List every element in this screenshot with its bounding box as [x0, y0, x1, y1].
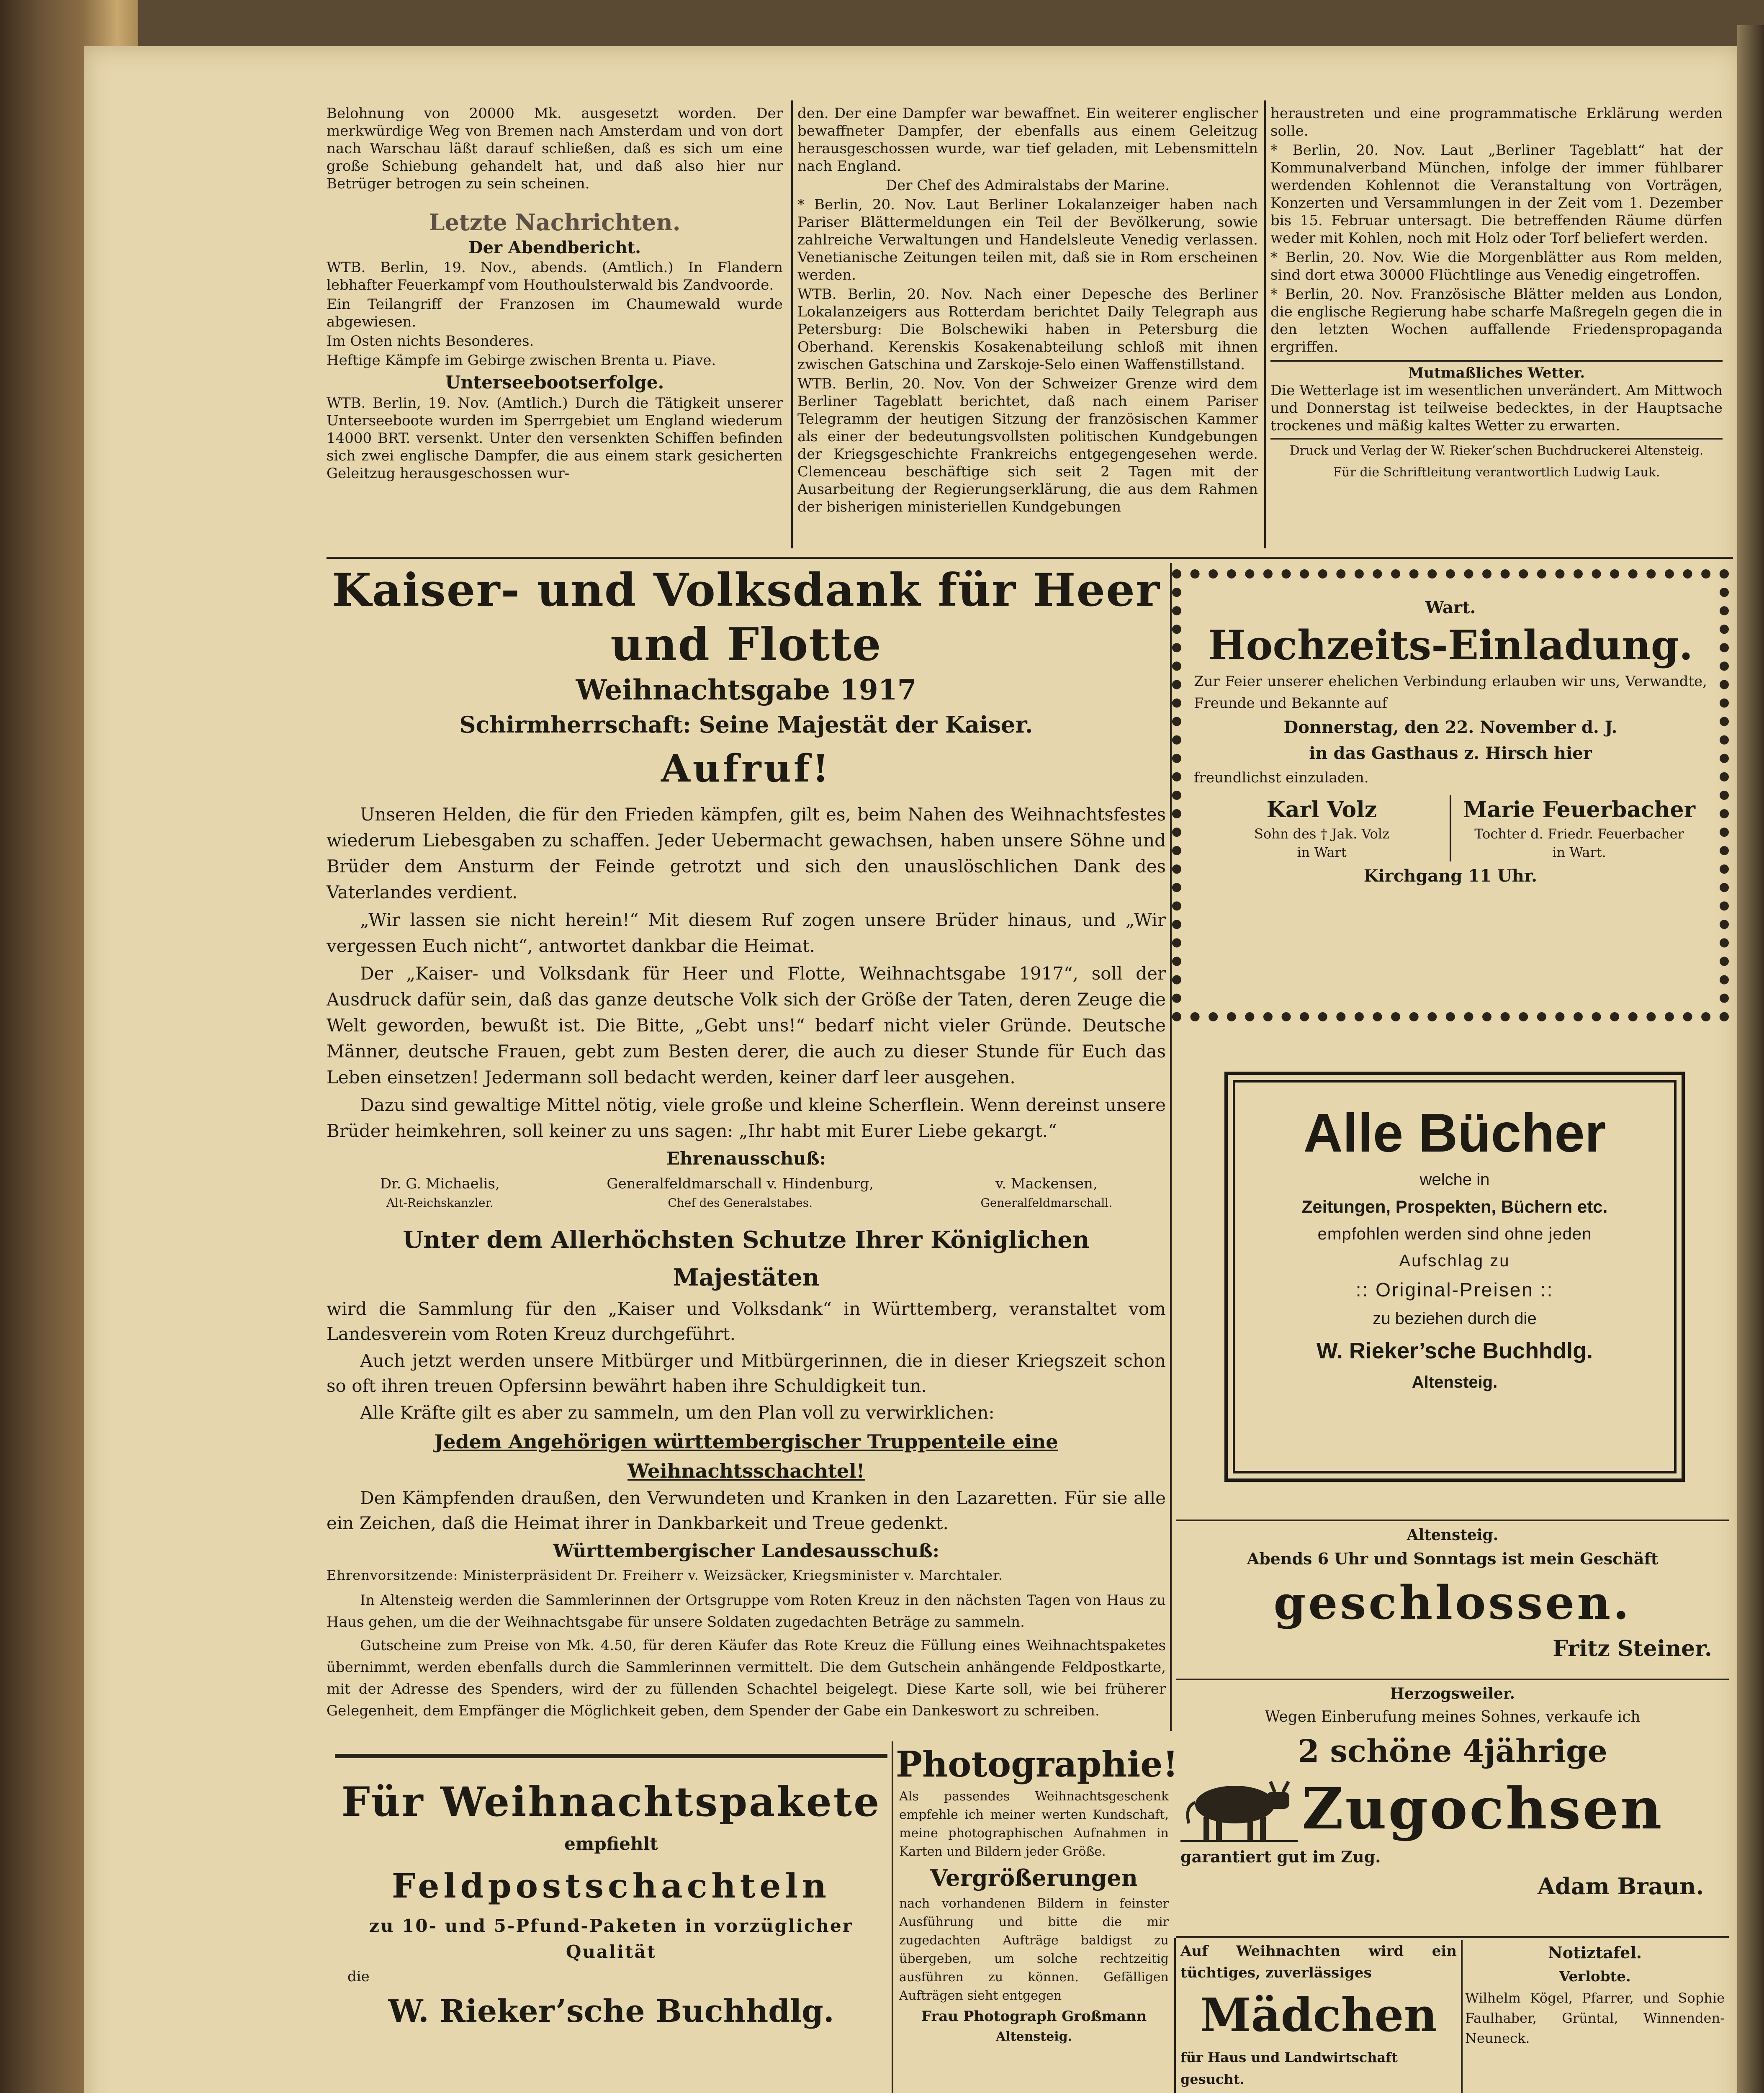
member-role: Alt-Reichskanzler.	[386, 1196, 494, 1210]
oxen-sign: Adam Braun.	[1538, 1873, 1704, 1900]
section-rule	[327, 557, 1733, 559]
photo-sign: Frau Photograph Großmann	[921, 2008, 1147, 2025]
news-paragraph: WTB. Berlin, 20. Nov. Von der Schweizer Grenze wird dem Berliner Tageblatt berichtet, daß nach einem Pariser Telegramm der heutigen Sitzung der französischen Kammer als einer der bedeutungsvollsten politischen Kundgebungen der Kriegsgeschichte Frankreichs entgegengesehen werde. Clemenceau beschäftige sich seit 2 Tagen mit der Ausarbeitung der Regierungserklärung, die aus dem Rahmen der bisherigen ministeriellen Kundgebungen	[797, 375, 1258, 515]
bride-town: in Wart.	[1552, 844, 1606, 860]
section-rule	[1176, 1679, 1729, 1680]
column-rule	[1461, 1940, 1463, 2093]
books-title: Alle Bücher	[1303, 1102, 1606, 1163]
committee-chair: Ehrenvorsitzende: Ministerpräsident Dr. Freiherr v. Weizsäcker, Kriegsminister v. Marchtaler.	[327, 1567, 1003, 1583]
column-1-top	[327, 105, 783, 484]
notice-board	[1465, 1940, 1725, 2093]
wedding-text: Zur Feier unserer ehelichen Verbindung erlauben wir uns, Verwandte, Freunde und Bekannte auf	[1194, 673, 1707, 712]
closed-text: Abends 6 Uhr und Sonntags ist mein Geschäft	[1247, 1549, 1659, 1568]
news-paragraph: WTB. Berlin, 20. Nov. Nach einer Depesche des Berliner Lokalanzeigers aus Rotterdam berichtet Daily Telegraph aus Petersburg: Die Bolschewiki haben in Petersburg die Oberhand. Kerenskis Kosakenabteilung schloß mit ihnen zwischen Gatschina und Zarskoje-Selo einen Waffenstillstand.	[797, 286, 1258, 373]
feldpost-title: Für Weihnachtspakete	[341, 1778, 881, 1826]
ad-paragraph: Der „Kaiser- und Volksdank für Heer und Flotte, Weihnachtsgabe 1917“, soll der Ausdruck dafür sein, daß das ganze deutsche Volk sich der Größe der Taten, deren Zeuge die Welt geworden, bewußt ist. Die Bitte, „Gebt uns!“ bedarf nicht vieler Gründe. Deutsche Männer, deutsche Frauen, gebt zum Besten derer, die auch zu dieser Stunde für Euch das Leben einsetzen! Jedermann soll bedacht werden, keiner darf leer ausgehen.	[327, 963, 1166, 1088]
column-rule	[1170, 563, 1172, 1731]
notice-text: Wilhelm Kögel, Pfarrer, und Sophie Faulhaber, Grüntal, Winnenden-Neuneck.	[1465, 1990, 1725, 2046]
oxen-text: Wegen Einberufung meines Sohnes, verkaufe ich	[1265, 1708, 1641, 1725]
column-rule	[791, 100, 793, 548]
oxen-line: 2 schöne 4jährige	[1298, 1733, 1607, 1769]
oxen-big: Zugochsen	[1302, 1775, 1664, 1842]
news-subheading: Der Abendbericht.	[468, 238, 641, 257]
news-paragraph: * Berlin, 20. Nov. Französische Blätter melden aus London, die englische Regierung habe scharfe Maßregeln gegen die in den letzten Wochen auffallende Friedenspropaganda ergriffen.	[1270, 286, 1723, 355]
feldpost-shop: W. Rieker’sche Buchhdlg.	[388, 1993, 834, 2029]
news-paragraph: heraustreten und eine programmatische Erklärung werden solle.	[1270, 105, 1723, 139]
books-shop: W. Rieker’sche Buchhdlg.	[1316, 1338, 1593, 1363]
photo-text: Als passendes Weihnachtsgeschenk empfehle ich meiner werten Kundschaft, meine photographischen Aufnahmen in Karten und Bildern jeder Größe.	[899, 1789, 1169, 1859]
books-line: Aufschlag zu	[1399, 1252, 1510, 1270]
ad-paragraph: Dazu sind gewaltige Mittel nötig, viele große und kleine Scherflein. Wenn dereinst unsere Brüder heimkehren, soll keiner zu uns sagen: „Ihr habt mit Eurer Liebe gekargt.“	[327, 1095, 1166, 1141]
closed-notice	[1176, 1524, 1729, 1679]
wedding-title: Hochzeits-Einladung.	[1208, 622, 1693, 669]
imprint-editor: Für die Schriftleitung verantwortlich Ludwig Lauk.	[1333, 465, 1660, 480]
ad-paragraph: Den Kämpfenden draußen, den Verwundeten und Kranken in den Lazaretten. Für sie alle ein Zeichen, daß die Heimat ihrer in Dankbarkeit und Treue gedenkt.	[327, 1488, 1166, 1533]
news-paragraph: * Berlin, 20. Nov. Laut „Berliner Tageblatt“ hat der Kommunalverband München, infolge der immer fühlbarer werdenden Kohlennot die Veranstaltung von Vorträgen, Konzerten und Versammlungen in der Zeit vom 1. Dezember bis 15. Februar untersagt. Die betreffenden Räume dürfen weder mit Kohlen, noch mit Holz oder Torf beliefert werden.	[1270, 142, 1723, 247]
books-town: Altensteig.	[1412, 1373, 1498, 1391]
news-paragraph: WTB. Berlin, 19. Nov., abends. (Amtlich.) In Flandern lebhafter Feuerkampf vom Houthoulsterwald bis Zandvoorde.	[327, 259, 783, 293]
column-rule	[1174, 1938, 1176, 2093]
books-line: :: Original-Preisen ::	[1355, 1279, 1554, 1301]
ad-paragraph: Unseren Helden, die für den Frieden kämpfen, gilt es, beim Nahen des Weihnachtsfestes wiederum Liebesgaben zu schaffen. Jeder Uebermacht gewachsen, haben unsere Söhne und Brüder dem Ansturm der Feinde getrotzt und sich den unauslöschlichen Dank des Vaterlandes verdient.	[327, 804, 1166, 903]
books-line: empfohlen werden sind ohne jeden	[1317, 1225, 1592, 1243]
section-rule	[1176, 1520, 1729, 1521]
column-2-top	[797, 105, 1258, 517]
imprint-publisher: Druck und Verlag der W. Rieker’schen Buchdruckerei Altensteig.	[1289, 443, 1704, 458]
news-heading: Unterseebootserfolge.	[445, 372, 664, 393]
page-edge-shadow	[1737, 25, 1764, 2093]
news-paragraph: Ein Teilangriff der Franzosen im Chaumewald wurde abgewiesen.	[327, 296, 783, 330]
photo-heading: Vergrößerungen	[930, 1864, 1138, 1891]
ox-icon	[1176, 1773, 1302, 1844]
books-ad	[1224, 1072, 1685, 1482]
news-paragraph: Im Osten nichts Besonderes.	[327, 333, 534, 350]
news-paragraph: * Berlin, 20. Nov. Laut Berliner Lokalanzeiger haben nach Pariser Blättermeldungen ein Teil der Bevölkerung, sowie zahlreiche Verwaltungen und Handelsleute Venedig verlassen. Venetianische Zeitungen teilen mit, daß sie in Rom erscheinen werden.	[797, 196, 1258, 283]
groom-name: Karl Volz	[1266, 797, 1377, 823]
maid-text: Auf Weihnachten wird ein tüchtiges, zuverlässiges	[1180, 1943, 1457, 1981]
books-line: welche in	[1419, 1170, 1490, 1189]
section-rule	[335, 1754, 887, 1758]
ad-paragraph: Auch jetzt werden unsere Mitbürger und Mitbürgerinnen, die in dieser Kriegszeit schon so oft ihren treuen Opfersinn bewährt haben ihre Schuldigkeit tun.	[327, 1350, 1166, 1396]
member-name: Dr. G. Michaelis,	[380, 1175, 500, 1192]
notice-sub: Verlobte.	[1559, 1968, 1631, 1985]
wedding-venue: in das Gasthaus z. Hirsch hier	[1309, 743, 1592, 763]
feldpost-sizes: zu 10- und 5-Pfund-Paketen in vorzüglicher Qualität	[369, 1916, 853, 1962]
feldpost-big: Feldpostschachteln	[392, 1866, 831, 1905]
reward-text: Belohnung von 20000 Mk. ausgesetzt worden. Der merkwürdige Weg von Bremen nach Amsterdam und von dort nach Warschau läßt darauf schließen, daß es sich um eine große Schiebung gehandelt hat, und daß also hier nur Betrüger betrogen zu sein scheinen.	[327, 105, 783, 192]
photo-title: Photographie!	[896, 1743, 1178, 1785]
notice-title: Notiztafel.	[1548, 1943, 1642, 1962]
photo-text: nach vorhandenen Bildern in feinster Ausführung und bitte die mir zugedachten Aufträge baldigst zu übergeben, um solche rechtzeitig ausführen zu können. Gefälligen Aufträgen sieht entgegen	[899, 1896, 1169, 2003]
member-role: Chef des Generalstabes.	[668, 1196, 813, 1210]
news-signature: Der Chef des Admiralstabs der Marine.	[885, 177, 1170, 194]
ad-paragraph: „Wir lassen sie nicht herein!“ Mit diesem Ruf zogen unsere Brüder hinaus, und „Wir vergessen Euch nicht“, antwortet dankbar die Heimat.	[327, 910, 1166, 956]
wedding-date: Donnerstag, den 22. November d. J.	[1283, 717, 1617, 737]
bride-name: Marie Feuerbacher	[1463, 797, 1696, 823]
photo-ad	[896, 1741, 1178, 2093]
ad-patron: Schirmherrschaft: Seine Majestät der Kaiser.	[459, 711, 1033, 738]
news-paragraph: den. Der eine Dampfer war bewaffnet. Ein weiterer englischer bewaffneter Dampfer, der ebenfalls aus einem Geleitzug herausgeschossen wurde, war tief geladen, mit Lebensmitteln nach England.	[797, 105, 1258, 175]
books-line: Zeitungen, Prospekten, Büchern etc.	[1301, 1197, 1608, 1216]
news-paragraph: WTB. Berlin, 19. Nov. (Amtlich.) Durch die Tätigkeit unserer Unterseeboote wurden im Sperrgebiet um England wiederum 14000 BRT. versenkt. Unter den versenkten Schiffen befinden sich zwei englische Dampfer, die aus einem stark gesicherten Geleitzug herausgeschossen wur-	[327, 395, 783, 482]
protection-heading: Unter dem Allerhöchsten Schutze Ihrer Königlichen Majestäten	[403, 1226, 1090, 1291]
kaiser-volksdank-ad	[327, 563, 1166, 1731]
wedding-place: Wart.	[1425, 598, 1476, 617]
section-rule	[1176, 1936, 1729, 1938]
feldpost-die: die	[347, 1968, 370, 1985]
ad-paragraph: In Altensteig werden die Sammlerinnen der Ortsgruppe vom Roten Kreuz in den nächsten Tagen von Haus zu Haus gehen, um die der Weihnachtsgabe für unsere Soldaten zugedachten Beträge zu sammeln.	[327, 1592, 1166, 1630]
maid-ad	[1180, 1940, 1457, 2093]
groom-town: in Wart	[1297, 844, 1347, 860]
wedding-invitation	[1172, 569, 1729, 1021]
news-heading: Letzte Nachrichten.	[429, 209, 681, 236]
feldpost-rec: empfiehlt	[564, 1833, 658, 1854]
state-committee-heading: Württembergischer Landesausschuß:	[553, 1540, 939, 1562]
news-paragraph: Heftige Kämpfe im Gebirge zwischen Brenta u. Piave.	[327, 352, 716, 369]
column-3-top	[1270, 105, 1723, 481]
ad-call: Aufruf!	[661, 746, 832, 791]
bride-info: Tochter d. Friedr. Feuerbacher	[1474, 826, 1684, 842]
member-name: Generalfeldmarschall v. Hindenburg,	[607, 1175, 874, 1192]
groom-info: Sohn des † Jak. Volz	[1254, 826, 1389, 842]
committee-heading: Ehrenausschuß:	[666, 1148, 826, 1169]
column-rule	[1264, 100, 1266, 548]
church-time: Kirchgang 11 Uhr.	[1363, 866, 1538, 886]
photo-town: Altensteig.	[995, 2029, 1072, 2044]
committee-members	[327, 1174, 1166, 1213]
member-role: Generalfeldmarschall.	[980, 1196, 1113, 1210]
column-rule	[892, 1741, 893, 2093]
weather-text: Die Wetterlage ist im wesentlichen unverändert. Am Mittwoch und Donnerstag ist teilweise bedecktes, in der Hauptsache trockenes und mäßig kaltes Wetter zu erwarten.	[1270, 382, 1723, 434]
wedding-invite: freundlichst einzuladen.	[1194, 769, 1369, 786]
closed-sign: Fritz Steiner.	[1553, 1636, 1712, 1661]
maid-from	[1180, 2090, 1457, 2093]
weather-heading: Mutmaßliches Wetter.	[1408, 365, 1585, 381]
oxen-guarantee: garantiert gut im Zug.	[1180, 1847, 1381, 1866]
closed-town: Altensteig.	[1407, 1526, 1499, 1544]
ad-paragraph: Alle Kräfte gilt es aber zu sammeln, um den Plan voll zu verwirklichen:	[360, 1402, 995, 1423]
oxen-ad	[1176, 1683, 1729, 1934]
books-line: zu beziehen durch die	[1373, 1309, 1537, 1328]
maid-big: Mädchen	[1200, 1988, 1437, 2042]
ad-title: Kaiser- und Volksdank für Heer und Flotte	[332, 564, 1160, 671]
feldpost-ad	[335, 1775, 887, 2093]
maid-text2: für Haus und Landwirtschaft gesucht.	[1180, 2049, 1398, 2087]
ad-subtitle: Weihnachtsgabe 1917	[576, 674, 917, 706]
closed-big: geschlossen.	[1273, 1576, 1632, 1630]
oxen-town: Herzogsweiler.	[1390, 1685, 1515, 1702]
ad-paragraph: Gutscheine zum Preise von Mk. 4.50, für deren Käufer das Rote Kreuz die Füllung eines Weihnachtspaketes übernimmt, werden ebenfalls durch die Sammlerinnen vermittelt. Die dem Gutschein anhängende Feldpostkarte, mit der Adresse des Spenders, wird der zu füllenden Schachtel beigelegt. Diese Karte soll, wie bei früherer Gelegenheit, dem Empfänger die Möglichkeit geben, dem Spender der Gabe ein Dankeswort zu schreiben.	[327, 1637, 1166, 1719]
news-paragraph: * Berlin, 20. Nov. Wie die Morgenblätter aus Rom melden, sind dort etwa 30000 Flüchtlinge aus Venedig eingetroffen.	[1270, 249, 1723, 283]
ad-paragraph: wird die Sammlung für den „Kaiser und Volksdank“ in Württemberg, veranstaltet vom Landesverein vom Roten Kreuz durchgeführt.	[327, 1298, 1166, 1344]
member-name: v. Mackensen,	[995, 1175, 1098, 1192]
slogan: Jedem Angehörigen württembergischer Truppenteile eine Weihnachtsschachtel!	[434, 1430, 1058, 1482]
